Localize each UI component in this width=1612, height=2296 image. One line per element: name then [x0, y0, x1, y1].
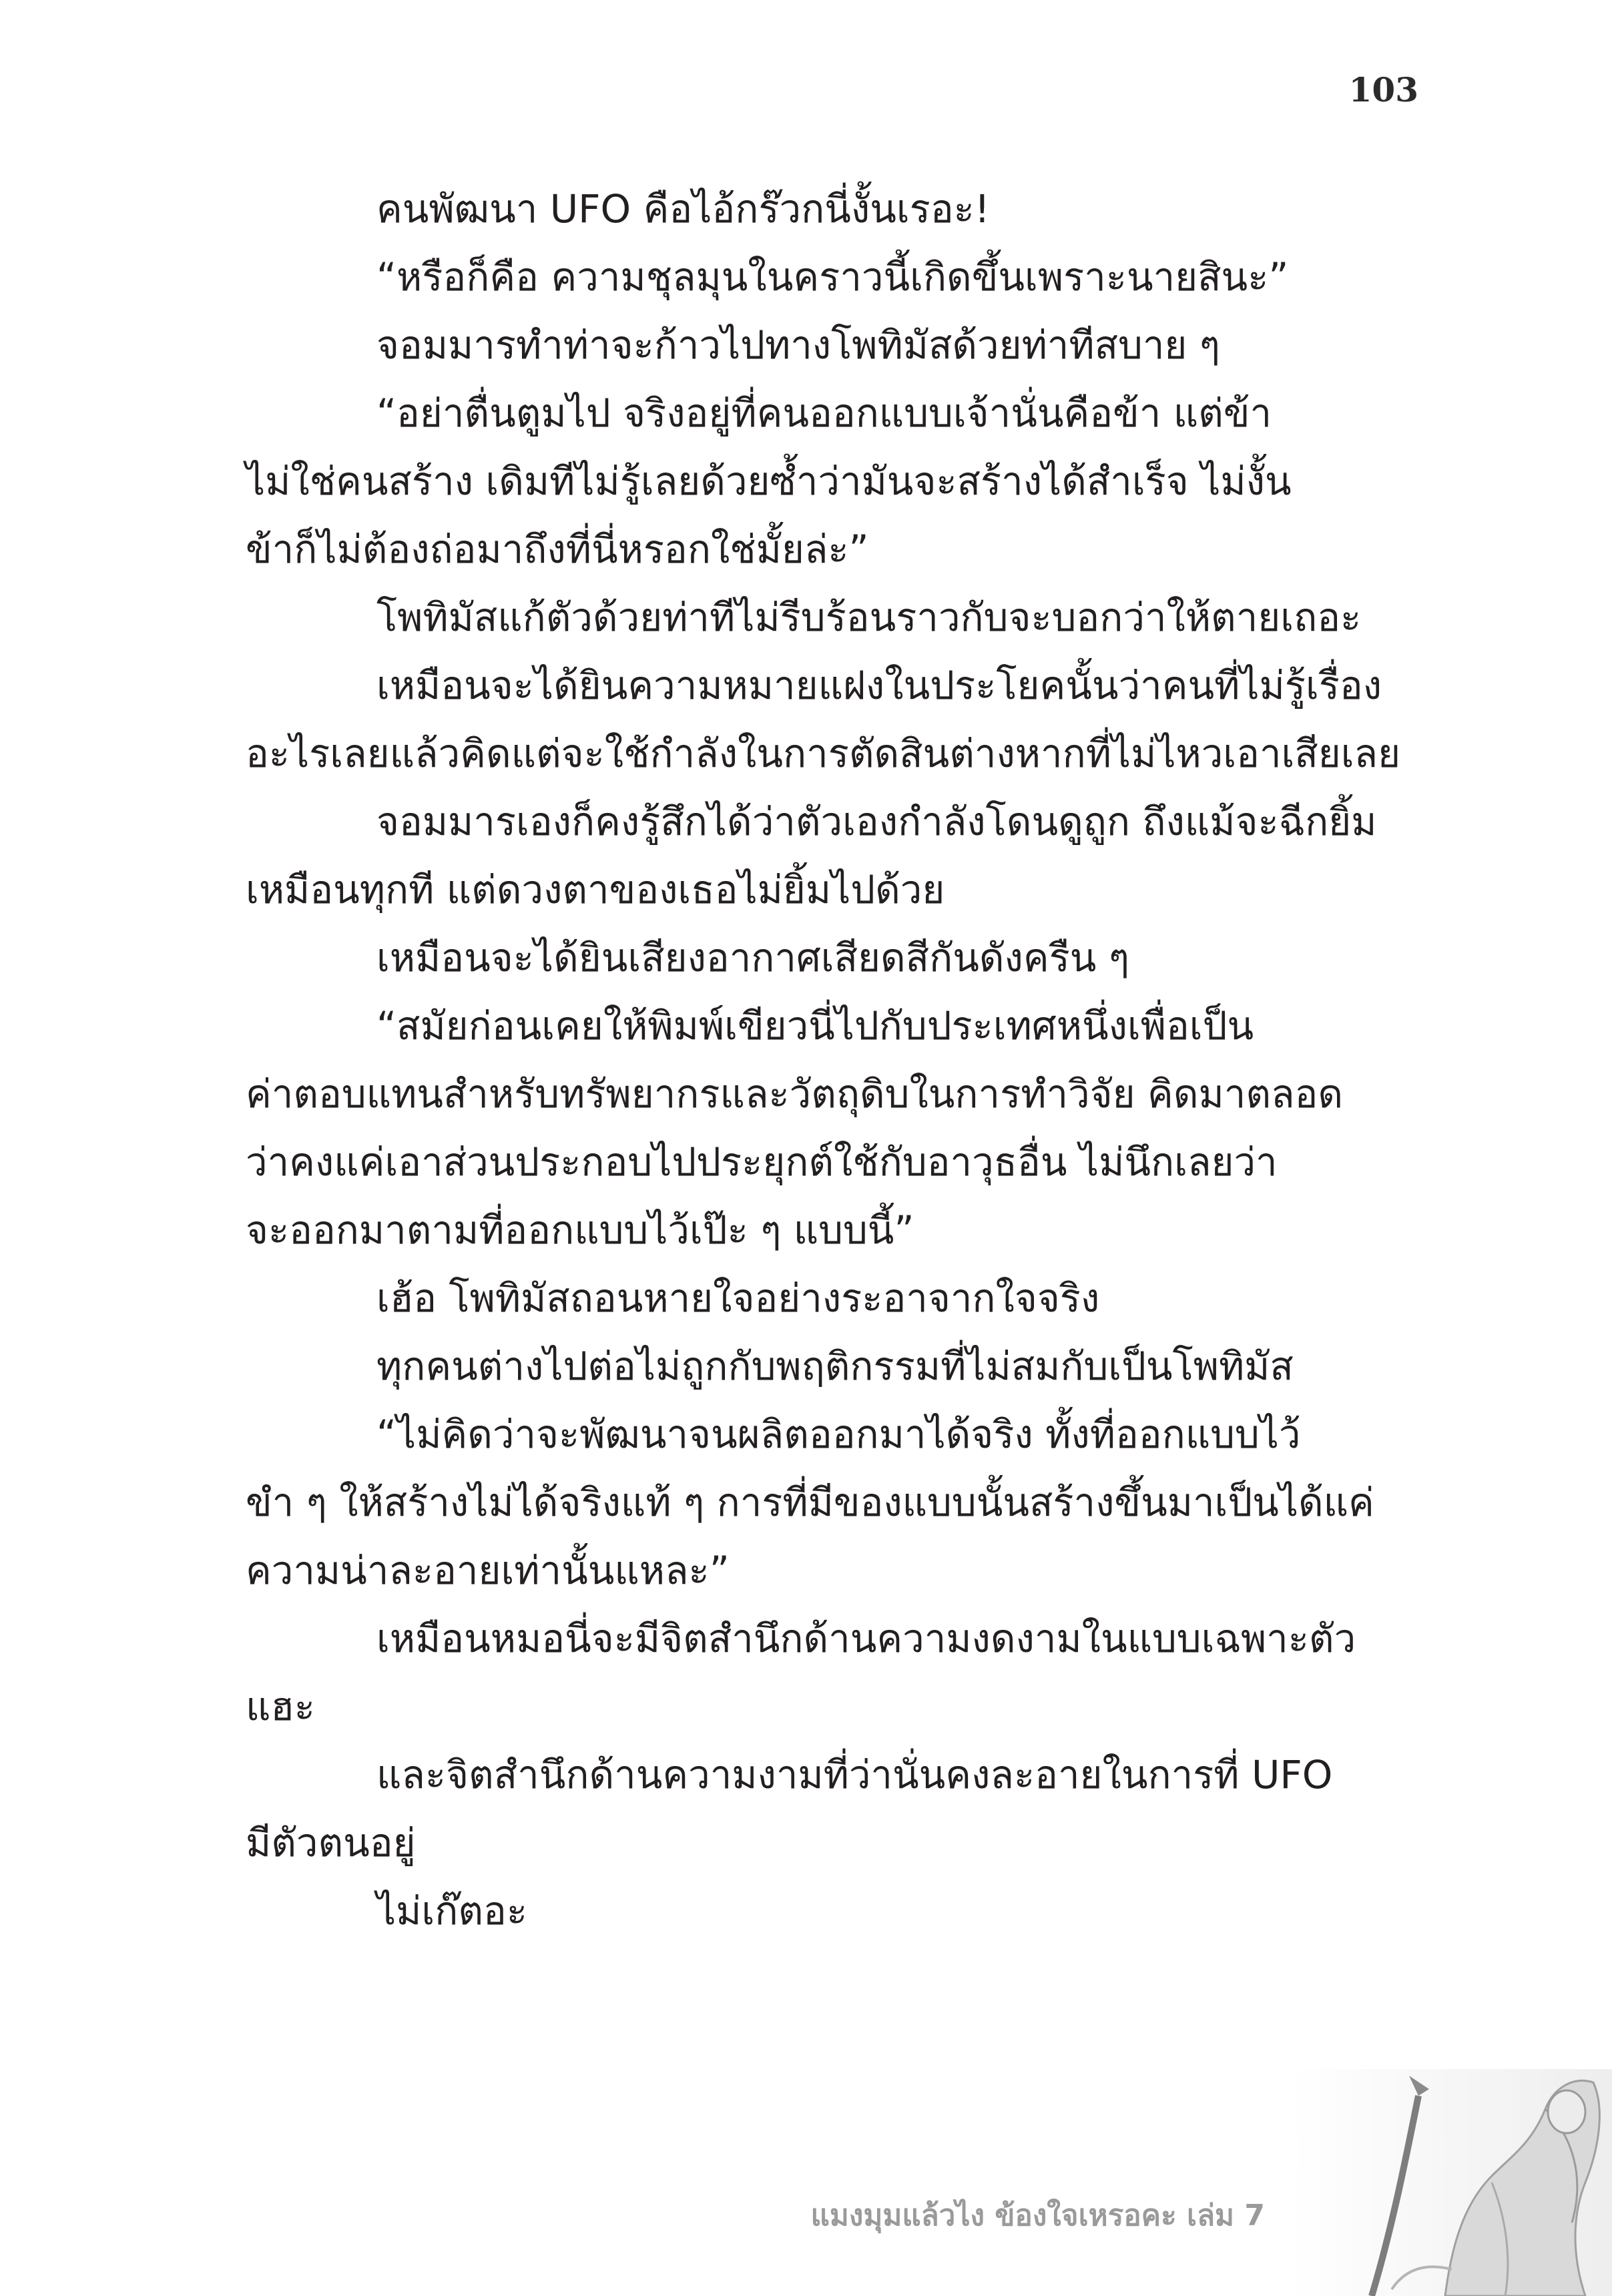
text-line: จะออกมาตามที่ออกแบบไว้เป๊ะ ๆ แบบนี้” — [246, 1207, 914, 1253]
text-line: เฮ้อ โพทิมัสถอนหายใจอย่างระอาจากใจจริง — [376, 1275, 1100, 1321]
text-line: ค่าตอบแทนสำหรับทรัพยากรและวัตถุดิบในการทำวิจัย คิดมาตลอด — [246, 1071, 1344, 1117]
text-line: ว่าคงแค่เอาส่วนประกอบไปประยุกต์ใช้กับอาวุธอื่น ไม่นึกเลยว่า — [246, 1139, 1278, 1185]
text-line: ไม่เก๊ตอะ — [376, 1888, 527, 1934]
text-line: เหมือนจะได้ยินเสียงอากาศเสียดสีกันดังครืน ๆ — [376, 935, 1130, 980]
text-line: เหมือนจะได้ยินความหมายแฝงในประโยคนั้นว่าคนที่ไม่รู้เรื่อง — [376, 663, 1382, 708]
text-line: จอมมารทำท่าจะก้าวไปทางโพทิมัสด้วยท่าทีสบาย ๆ — [376, 322, 1220, 368]
page-number: 103 — [1348, 70, 1418, 109]
body-text — [246, 175, 1422, 1945]
text-line: “สมัยก่อนเคยให้พิมพ์เขียวนี่ไปกับประเทศหนึ่งเพื่อเป็น — [376, 1003, 1254, 1049]
text-line: และจิตสำนึกด้านความงามที่ว่านั่นคงละอายในการที่ UFO — [376, 1752, 1333, 1797]
text-line: เหมือนหมอนี่จะมีจิตสำนึกด้านความงดงามในแบบเฉพาะตัว — [376, 1616, 1356, 1661]
text-line: ไม่ใช่คนสร้าง เดิมทีไม่รู้เลยด้วยซ้ำว่ามันจะสร้างได้สำเร็จ ไม่งั้น — [246, 459, 1292, 504]
text-line: แฮะ — [246, 1684, 315, 1729]
book-title-footer: แมงมุมแล้วไง ข้องใจเหรอคะ เล่ม 7 — [810, 2199, 1265, 2233]
text-line: ความน่าละอายเท่านั้นแหละ” — [246, 1548, 730, 1593]
text-line: โพทิมัสแก้ตัวด้วยท่าทีไม่รีบร้อนราวกับจะบอกว่าให้ตายเถอะ — [376, 595, 1362, 640]
text-line: จอมมารเองก็คงรู้สึกได้ว่าตัวเองกำลังโดนดูถูก ถึงแม้จะฉีกยิ้ม — [376, 799, 1377, 844]
text-line: “อย่าตื่นตูมไป จริงอยู่ที่คนออกแบบเจ้านั่นคือข้า แต่ข้า — [376, 390, 1272, 436]
text-line: “ไม่คิดว่าจะพัฒนาจนผลิตออกมาได้จริง ทั้งที่ออกแบบไว้ — [376, 1412, 1301, 1457]
text-line: ขำ ๆ ให้สร้างไม่ได้จริงแท้ ๆ การที่มีของแบบนั้นสร้างขึ้นมาเป็นได้แค่ — [246, 1480, 1374, 1525]
text-line: เหมือนทุกที แต่ดวงตาของเธอไม่ยิ้มไปด้วย — [246, 867, 945, 912]
text-line: อะไรเลยแล้วคิดแต่จะใช้กำลังในการตัดสินต่างหากที่ไม่ไหวเอาเสียเลย — [246, 731, 1401, 776]
character-illustration — [1292, 2069, 1612, 2296]
text-line: คนพัฒนา UFO คือไอ้กร๊วกนี่งั้นเรอะ! — [376, 186, 991, 232]
text-line: ทุกคนต่างไปต่อไม่ถูกกับพฤติกรรมที่ไม่สมกับเป็นโพทิมัส — [376, 1344, 1294, 1389]
text-line: มีตัวตนอยู่ — [246, 1820, 416, 1866]
text-line: “หรือก็คือ ความชุลมุนในคราวนี้เกิดขึ้นเพราะนายสินะ” — [376, 254, 1289, 300]
text-line: ข้าก็ไม่ต้องถ่อมาถึงที่นี่หรอกใช่มั้ยล่ะ” — [246, 527, 869, 572]
